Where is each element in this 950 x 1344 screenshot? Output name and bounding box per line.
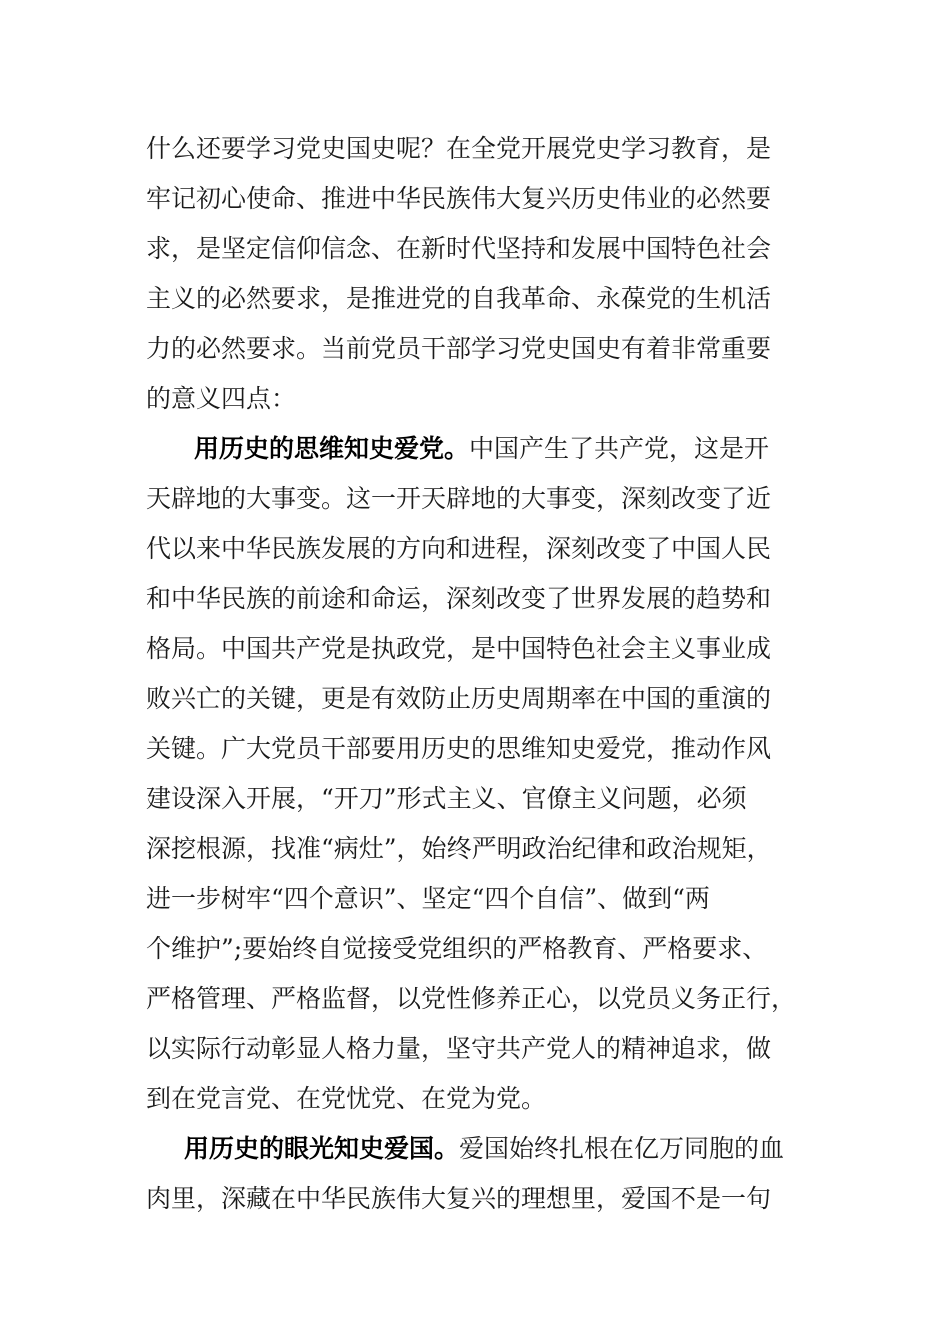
text-line: 深挖根源，找准“病灶”，始终严明政治纪律和政治规矩，: [146, 834, 772, 863]
paragraph-first-line: [146, 424, 806, 474]
text-line: 什么还要学习党史国史呢？在全党开展党史学习教育，是: [146, 134, 772, 163]
text-line: 力的必然要求。当前党员干部学习党史国史有着非常重要: [146, 334, 772, 363]
text-line: 的意义四点：: [146, 384, 297, 413]
text-line: 肉里，深藏在中华民族伟大复兴的理想里，爱国不是一句: [146, 1184, 772, 1213]
text-line: 以实际行动彰显人格力量，坚守共产党人的精神追求，做: [146, 1034, 772, 1063]
text-line: 格局。中国共产党是执政党，是中国特色社会主义事业成: [146, 634, 772, 663]
text-line: 关键。广大党员干部要用历史的思维知史爱党，推动作风: [146, 734, 772, 763]
document-body: [146, 124, 806, 1224]
text-line: 进一步树牢“四个意识”、坚定“四个自信”、做到“两: [146, 884, 710, 913]
text-line: 个维护”;要始终自觉接受党组织的严格教育、严格要求、: [146, 934, 768, 963]
text-line: 天辟地的大事变。这一开天辟地的大事变，深刻改变了近: [146, 484, 772, 513]
text-line: 严格管理、严格监督，以党性修养正心，以党员义务正行，: [146, 984, 797, 1013]
text-line: 和中华民族的前途和命运，深刻改变了世界发展的趋势和: [146, 584, 772, 613]
section-heading: 用历史的眼光知史爱国。: [184, 1134, 460, 1163]
text-run: 中国产生了共产党，这是开: [469, 434, 770, 463]
text-line: 牢记初心使命、推进中华民族伟大复兴历史伟业的必然要: [146, 184, 772, 213]
paragraph-first-line: [146, 1124, 806, 1174]
text-line: 主义的必然要求，是推进党的自我革命、永葆党的生机活: [146, 284, 772, 313]
text-line: 败兴亡的关键，更是有效防止历史周期率在中国的重演的: [146, 684, 772, 713]
text-line: 求，是坚定信仰信念、在新时代坚持和发展中国特色社会: [146, 234, 772, 263]
text-line: 到在党言党、在党忧党、在党为党。: [146, 1084, 547, 1113]
text-line: 建设深入开展，“开刀”形式主义、官僚主义问题，必须: [146, 784, 747, 813]
text-line: 代以来中华民族发展的方向和进程，深刻改变了中国人民: [146, 534, 772, 563]
section-heading: 用历史的思维知史爱党。: [194, 434, 470, 463]
text-run: 爱国始终扎根在亿万同胞的血: [459, 1134, 785, 1163]
